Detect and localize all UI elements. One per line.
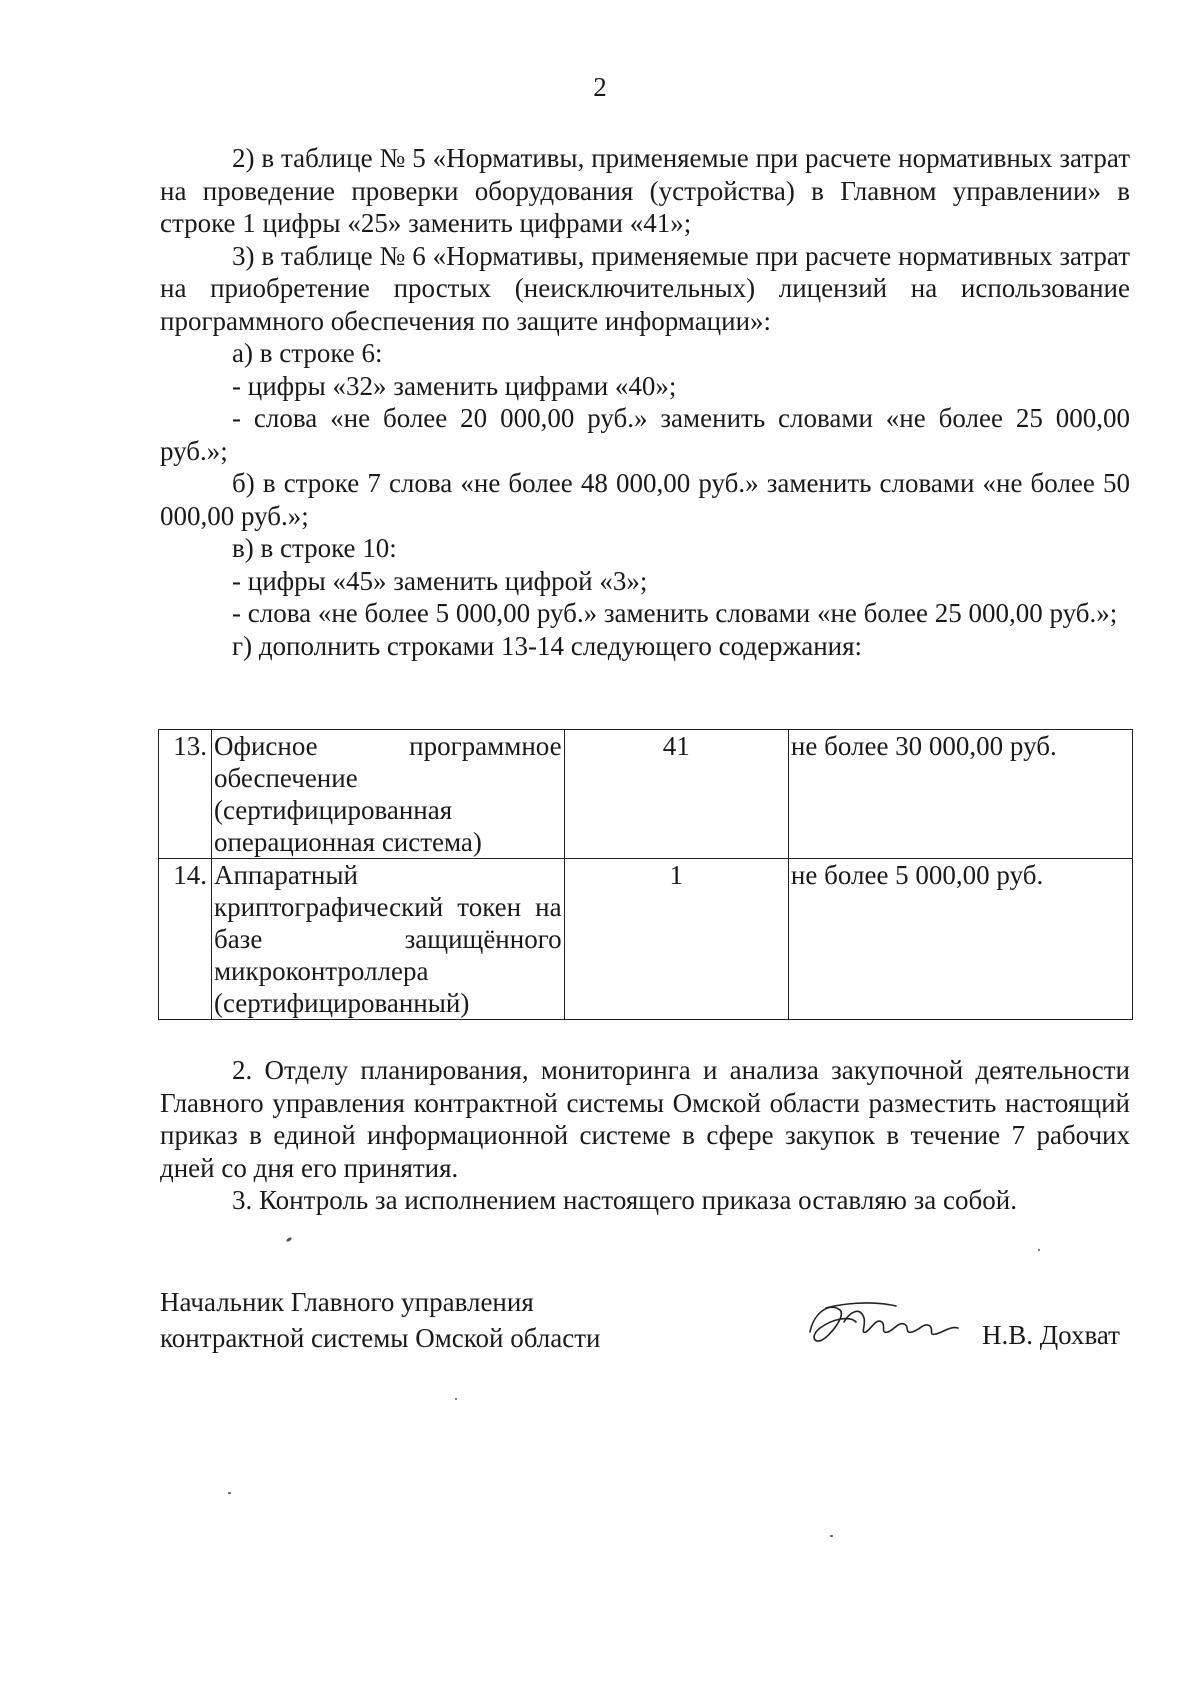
amendment-paragraph: - цифры «45» заменить цифрой «3»; bbox=[232, 565, 648, 596]
scan-speck bbox=[830, 1535, 833, 1537]
table-row bbox=[159, 730, 1133, 859]
amendment-paragraph: а) в строке 6: bbox=[232, 338, 383, 368]
scan-speck bbox=[228, 1492, 231, 1494]
amendment-paragraph: 3) в таблице № 6 «Нормативы, применяемые при расчете нормативных затрат на приобретение простых (неисключительных) лицензий на использование программного обеспечения по защите информации»: bbox=[160, 240, 1130, 336]
scan-speck bbox=[455, 1398, 457, 1400]
closing-paragraph: 2. Отделу планирования, мониторинга и анализа закупочной деятельности Главного управления контрактной системы Омской области разместить настоящий приказ в единой информационной системе в сфере закупок в течение 7 рабочих дней со дня его принятия. bbox=[160, 1055, 1130, 1183]
page-number: 2 bbox=[593, 72, 607, 102]
handwritten-signature bbox=[800, 1292, 975, 1352]
closing-body bbox=[160, 1054, 1130, 1217]
amendment-paragraph: г) дополнить строками 13-14 следующего содержания: bbox=[232, 630, 863, 661]
row-number: 14. bbox=[159, 859, 212, 1020]
scan-speck bbox=[286, 1237, 293, 1243]
row-number: 13. bbox=[159, 730, 212, 859]
row-name: Офисное программное обеспечение (сертифицированная операционная система) bbox=[211, 730, 564, 859]
closing-paragraph: 3. Контроль за исполнением настоящего приказа оставляю за собой. bbox=[232, 1185, 1017, 1215]
row-price: не более 5 000,00 руб. bbox=[788, 859, 1132, 1020]
amendment-paragraph: 2) в таблице № 5 «Нормативы, применяемые при расчете нормативных затрат на проведение проверки оборудования (устройства) в Главном управлении» в строке 1 цифры «25» заменить цифрами «41»; bbox=[160, 143, 1130, 238]
row-price: не более 30 000,00 руб. bbox=[788, 730, 1132, 859]
amendment-paragraph: б) в строке 7 слова «не более 48 000,00 руб.» заменить словами «не более 50 000,00 руб.»; bbox=[160, 468, 1130, 531]
row-name: Аппаратный криптографический токен на базе защищённого микроконтроллера (сертифицированный) bbox=[211, 859, 564, 1020]
amendment-paragraph: - слова «не более 5 000,00 руб.» заменить словами «не более 25 000,00 руб.»; bbox=[232, 598, 1118, 628]
amendment-paragraph: - слова «не более 20 000,00 руб.» заменить словами «не более 25 000,00 руб.»; bbox=[160, 403, 1130, 466]
signatory-name: Н.В. Дохват bbox=[982, 1320, 1120, 1350]
amendments-body bbox=[160, 142, 1130, 662]
signatory-title-line: контрактной системы Омской области bbox=[160, 1323, 601, 1353]
table-row bbox=[159, 859, 1133, 1020]
amendment-paragraph: в) в строке 10: bbox=[232, 533, 397, 563]
signatory-title bbox=[160, 1284, 600, 1356]
row-quantity: 1 bbox=[564, 859, 788, 1020]
signatory-title-line: Начальник Главного управления bbox=[160, 1287, 534, 1317]
row-quantity: 41 bbox=[564, 730, 788, 859]
scan-speck bbox=[1038, 1249, 1040, 1251]
norms-table bbox=[158, 729, 1133, 1020]
amendment-paragraph: - цифры «32» заменить цифрами «40»; bbox=[232, 370, 677, 401]
